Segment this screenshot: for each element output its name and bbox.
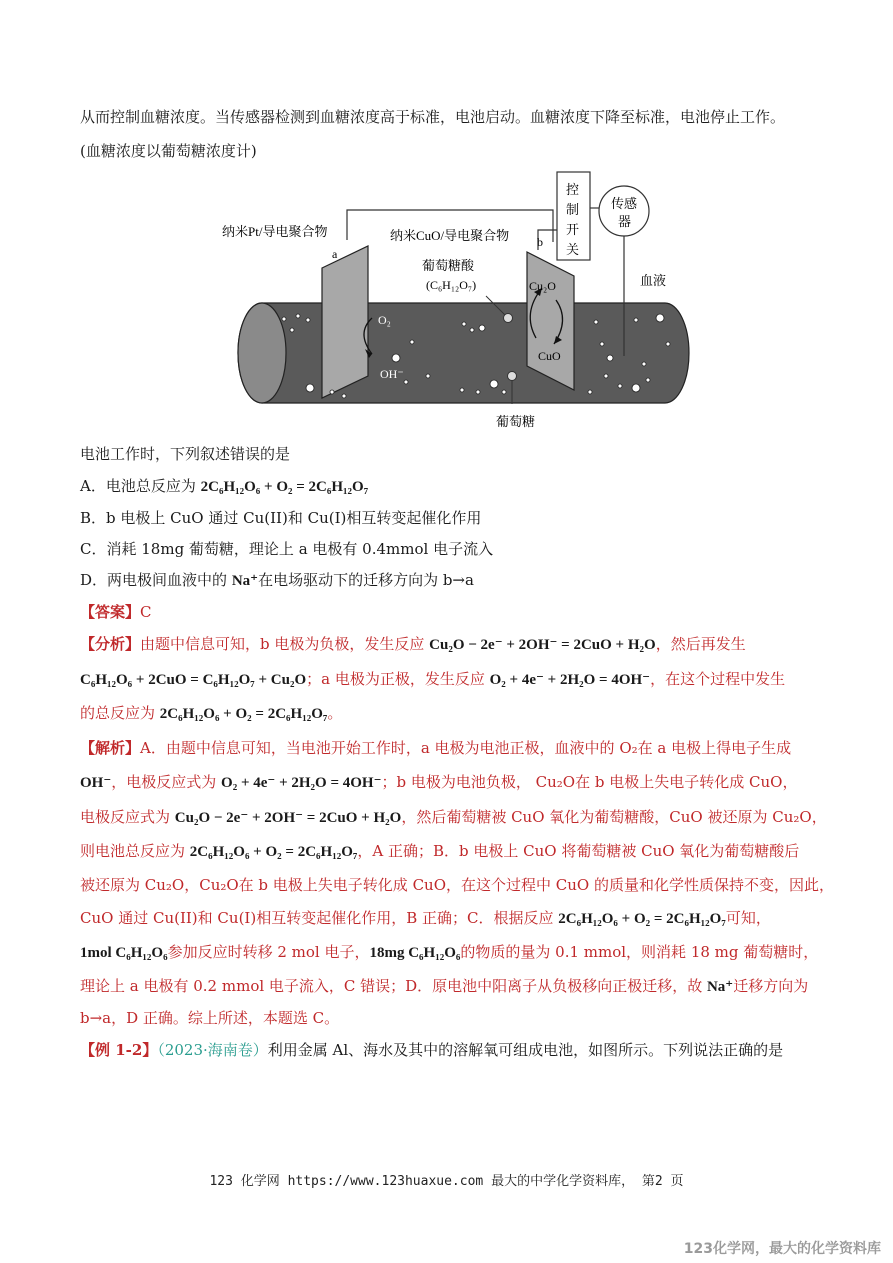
label-blood: 血液 xyxy=(640,273,667,288)
chem-formula: Na⁺ xyxy=(231,573,259,589)
analysis-line-2: C₆H₁₂O₆ + 2CuO = C₆H₁₂O₇ + Cu₂O；a 电极为正极，发生反应 O₂ + 4e⁻ + 2H₂O = 4OH⁻，在这个过程中发生 xyxy=(80,670,786,688)
electrode-a xyxy=(322,246,368,398)
explanation-line-9: b→a，D 正确。综上所述，本题选 C。 xyxy=(80,1009,340,1027)
electrode-b xyxy=(527,252,574,390)
analysis-tag: 【分析】 xyxy=(80,635,141,653)
question-stem: 电池工作时，下列叙述错误的是 xyxy=(80,445,291,463)
analysis-line-1: 【分析】由题中信息可知，b 电极为负极，发生反应 Cu₂O − 2e⁻ + 2OH⁻ = 2CuO + H₂O，然后再发生 xyxy=(80,635,746,653)
label-oh: OH⁻ xyxy=(380,367,404,381)
label-pt-polymer: 纳米Pt/导电聚合物 xyxy=(222,224,328,239)
battery-diagram xyxy=(222,168,700,433)
label-cuo-polymer: 纳米CuO/导电聚合物 xyxy=(390,228,510,243)
label-cu2o: Cu₂O xyxy=(529,279,556,293)
sensor-line-2: 器 xyxy=(618,214,632,229)
example-heading xyxy=(80,1039,833,1061)
label-b: b xyxy=(537,235,543,249)
analysis-line-3: 的总反应为 2C₆H₁₂O₆ + O₂ = 2C₆H₁₂O₇。 xyxy=(80,704,343,722)
explanation-line-8: 理论上 a 电极有 0.2 mmol 电子流入，C 错误；D．原电池中阳离子从负极移向正极迁移，故 Na⁺迁移方向为 xyxy=(80,977,809,995)
switch-char-1: 控 xyxy=(566,182,580,197)
label-gluconic: 葡萄糖酸 xyxy=(422,258,475,273)
intro-line-1: 从而控制血糖浓度。当传感器检测到血糖浓度高于标准，电池启动。血糖浓度下降至标准，电池停止工作。 xyxy=(80,108,786,126)
page-footer: 123 化学网 https://www.123huaxue.com 最大的中学化学资料库， 第2 页 xyxy=(209,1174,684,1189)
example-source: （2023·海南卷） xyxy=(157,1041,268,1059)
option-c[interactable]: C．消耗 18mg 葡萄糖，理论上 a 电极有 0.4mmol 电子流入 xyxy=(80,540,494,558)
explanation-line-5: 被还原为 Cu₂O，Cu₂O在 b 电极上失电子转化成 CuO，在这个过程中 CuO 的质量和化学性质保持不变，因此， xyxy=(80,876,834,894)
example-tag: 【例 1-2】 xyxy=(80,1041,158,1059)
switch-char-3: 开 xyxy=(566,222,580,237)
explanation-line-2: OH⁻，电极反应式为 O₂ + 4e⁻ + 2H₂O = 4OH⁻；b 电极为电池负极， Cu₂O在 b 电极上失电子转化成 CuO， xyxy=(80,773,798,791)
explanation-line-7: 1mol C₆H₁₂O₆参加反应时转移 2 mol 电子，18mg C₆H₁₂O₆的物质的量为 0.1 mmol，则消耗 18 mg 葡萄糖时， xyxy=(80,943,819,961)
explanation-line-4: 则电池总反应为 2C₆H₁₂O₆ + O₂ = 2C₆H₁₂O₇，A 正确；B．b 电极上 CuO 将葡萄糖被 CuO 氧化为葡萄糖酸后 xyxy=(80,842,800,860)
example-text: 利用金属 Al、海水及其中的溶解氧可组成电池，如图所示。下列说法正确的是 xyxy=(267,1041,784,1059)
answer-value: C xyxy=(140,603,152,621)
label-o2: O₂ xyxy=(378,313,391,327)
switch-char-2: 制 xyxy=(566,202,580,217)
explanation-tag: 【解析】 xyxy=(80,739,141,757)
label-glucose: 葡萄糖 xyxy=(496,414,536,429)
switch-char-4: 关 xyxy=(566,242,580,257)
explanation-line-3: 电极反应式为 Cu₂O − 2e⁻ + 2OH⁻ = 2CuO + H₂O，然后葡萄糖被 CuO 氧化为葡萄糖酸，CuO 被还原为 Cu₂O， xyxy=(80,808,827,826)
intro-line-2: (血糖浓度以葡萄糖浓度计) xyxy=(80,142,257,160)
option-letter: A． xyxy=(80,477,106,495)
option-letter: B． xyxy=(80,509,107,527)
option-letter: C． xyxy=(80,540,107,558)
answer-tag: 【答案】 xyxy=(80,603,141,621)
label-a: a xyxy=(332,247,338,261)
explanation-line-6: CuO 通过 Cu(II)和 Cu(I)相互转变起催化作用，B 正确；C．根据反应 2C₆H₁₂O₆ + O₂ = 2C₆H₁₂O₇可知， xyxy=(80,909,771,927)
explanation-line-1: 【解析】A．由题中信息可知，当电池开始工作时，a 电极为电池正极，血液中的 O₂在 a 电极上得电子生成 xyxy=(80,739,792,757)
watermark: 123化学网，最大的化学资料库 xyxy=(683,1241,881,1257)
option-b[interactable]: B．b 电极上 CuO 通过 Cu(II)和 Cu(I)相互转变起催化作用 xyxy=(80,509,482,527)
chem-formula: 2C₆H₁₂O₆ + O₂ = 2C₆H₁₂O₇ xyxy=(200,479,369,495)
label-gluconic-formula: (C₆H₁₂O₇) xyxy=(426,278,477,292)
option-letter: D． xyxy=(80,571,108,589)
label-cuo: CuO xyxy=(538,349,561,363)
answer-line xyxy=(80,601,833,623)
sensor-line-1: 传感 xyxy=(611,196,638,211)
option-a[interactable]: A．电池总反应为 2C₆H₁₂O₆ + O₂ = 2C₆H₁₂O₇ xyxy=(80,477,369,495)
option-d[interactable]: D．两电极间血液中的 Na⁺在电场驱动下的迁移方向为 b→a xyxy=(80,571,474,589)
